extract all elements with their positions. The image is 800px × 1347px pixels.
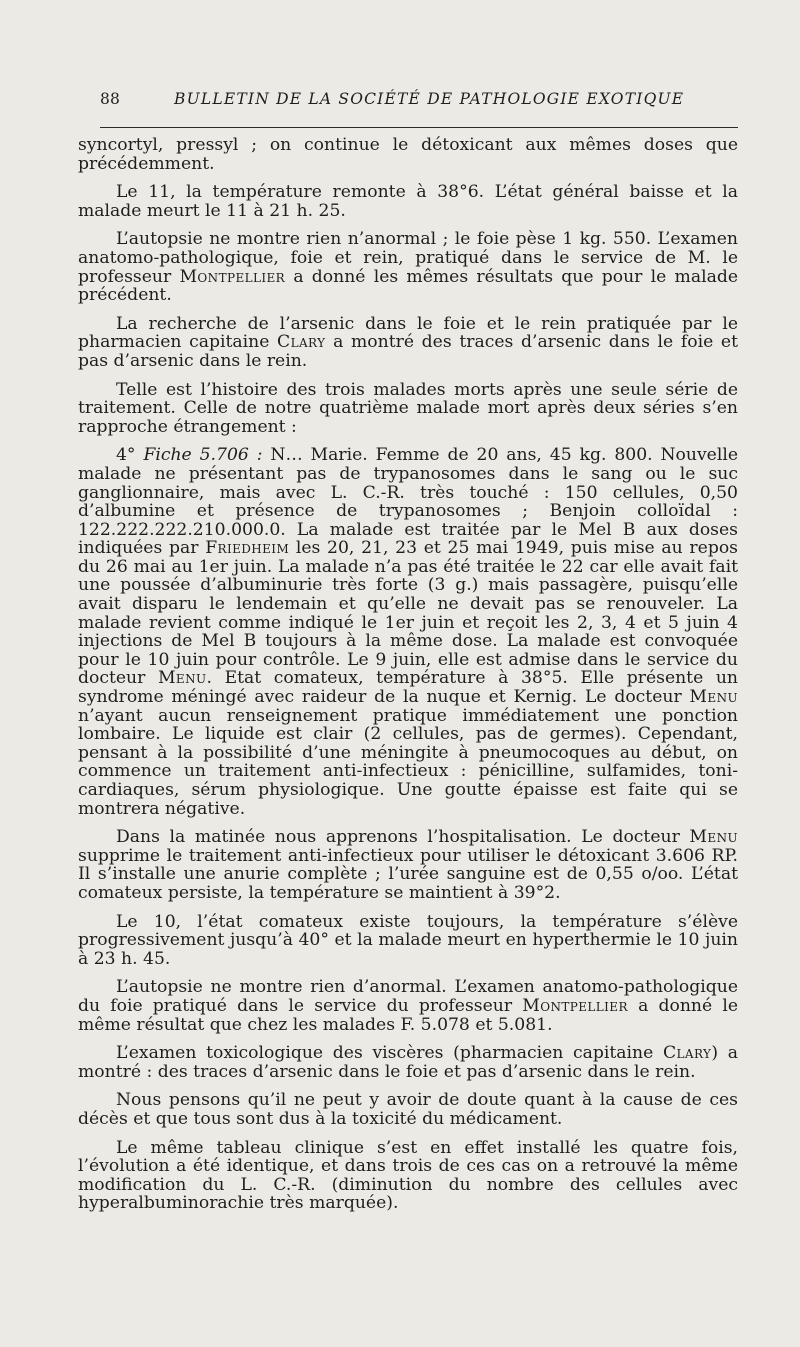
paragraph-9-text-c: a donné le même résultat que chez les malades F. 5.078 et 5.081. [78, 995, 739, 1035]
author-name: Montpellier [179, 266, 286, 287]
author-name: Clary [662, 1043, 712, 1064]
paragraph-9 [78, 978, 738, 1034]
paragraph-12: Le même tableau clinique s’est en effet installé les quatre fois, l’évolution a été identique, et dans trois de ces cas on a retrouvé la même modification du L. C.-R. (diminution du nombre des cellules avec hyperalbuminorachie très marquée). [78, 1137, 738, 1214]
paragraph-11: Nous pensons qu’il ne peut y avoir de doute quant à la cause de ces décès et que tous sont dus à la toxicité du médicament. [78, 1090, 738, 1129]
paragraph-3-text-c: a donné les mêmes résultats que pour le malade précédent. [78, 266, 738, 306]
running-header [100, 90, 740, 108]
paragraph-8: Le 10, l’état comateux existe toujours, la température s’élève progressivement jusqu’à 40° et la malade meurt en hyperthermie le 10 juin à 23 h. 45. [78, 911, 738, 969]
paragraph-7 [78, 828, 738, 902]
paragraph-3 [78, 230, 738, 304]
paragraph-6-text-e: les 20, 21, 23 et 25 mai 1949, puis mise au repos du 26 mai au 1er juin. La malade n’a pas été traitée le 22 car elle avait fait une poussée d’albuminurie très forte (3 g.) mais passagère, puisqu’elle avait disparu le lendemain et qu’elle ne devait pas se renouveler. La malade revient comme indiqué le 1er juin et reçoit les 2, 3, 4 et 5 juin 4 injections de Mel B toujours à la même dose. La malade est convoquée pour le 10 juin pour contrôle. Le 9 juin, elle est admise dans le service du docteur [78, 538, 738, 689]
paragraph-4 [78, 315, 738, 371]
paragraph-6-text-g: . Etat comateux, température à 38°5. Elle présente un syndrome méningé avec raideur de la nuque et Kernig. Le docteur [78, 668, 738, 708]
author-name: Menu [689, 827, 738, 848]
paragraph-1: syncortyl, pressyl ; on continue le détoxicant aux mêmes doses que précédemment. [78, 135, 738, 174]
paragraph-6 [78, 446, 738, 818]
paragraph-3-text-a: L’autopsie ne montre rien n’anormal ; le foie pèse 1 kg. 550. L’examen anatomo-pathologique, foie et rein, pratiqué dans le service de M. le professeur [78, 229, 738, 287]
author-name: Friedheim [205, 538, 290, 559]
paragraph-10 [78, 1044, 738, 1081]
paragraph-4-text-c: a montré des traces d’arsenic dans le foie et pas d’arsenic dans le rein. [78, 332, 738, 371]
case-file-label: Fiche 5.706 : [143, 445, 263, 466]
body-text [78, 136, 738, 1223]
paragraph-4-text-a: La recherche de l’arsenic dans le foie et le rein pratiquée par le pharmacien capitaine [78, 313, 738, 353]
paragraph-10-text-a: L’examen toxicologique des viscères (pharmacien capitaine [116, 1043, 663, 1064]
header-rule [100, 127, 738, 128]
paragraph-2: Le 11, la température remonte à 38°6. L’état général baisse et la malade meurt le 11 à 21 h. 25. [78, 182, 738, 221]
paragraph-7-text-c: supprime le traitement anti-infectieux pour utiliser le détoxicant 3.606 RP. Il s’installe une anurie complète ; l’urée sanguine est de 0,55 o/oo. L’état comateux persiste, la température se maintient à 39°2. [78, 845, 738, 903]
paragraph-10-text-c: ) a montré : des traces d’arsenic dans le foie et pas d’arsenic dans le rein. [78, 1043, 738, 1082]
author-name: Clary [277, 332, 326, 353]
paragraph-5: Telle est l’histoire des trois malades morts après une seule série de traitement. Celle de notre quatrième malade mort après deux séries s’en rapproche étrangement : [78, 379, 738, 437]
author-name: Menu [157, 668, 207, 689]
paragraph-6-text-c: N… Marie. Femme de 20 ans, 45 kg. 800. Nouvelle malade ne présentant pas de trypanosomes dans le sang ou le suc ganglionnaire, mais avec L. C.-R. très touché : 150 cellules, 0,50 d’albumine et présence de trypanosomes ; Benjoin colloïdal : 122.222.222.210.000.0. La malade est traitée par le Mel B aux doses indiquées par [78, 445, 738, 559]
author-name: Montpellier [522, 995, 628, 1016]
author-name: Menu [689, 687, 738, 708]
page-number: 88 [100, 90, 121, 108]
case-number: 4° [116, 445, 144, 466]
running-title: BULLETIN DE LA SOCIÉTÉ DE PATHOLOGIE EXOTIQUE [174, 90, 685, 108]
paragraph-6-text-i: n’ayant aucun renseignement pratique immédiatement une ponction lombaire. Le liquide est clair (2 cellules, pas de germes). Cependant, pensant à la possibilité d’une méningite à pneumocoques au début, on commence un traitement anti-infectieux : pénicilline, sulfamides, toni-cardiaques, sérum physiologique. Une goutte épaisse est faite qui se montrera négative. [78, 705, 738, 819]
paragraph-7-text-a: Dans la matinée nous apprenons l’hospitalisation. Le docteur [116, 827, 690, 848]
paragraph-9-text-a: L’autopsie ne montre rien d’anormal. L’examen anatomo-pathologique du foie pratiqué dans le service du professeur [78, 977, 738, 1016]
